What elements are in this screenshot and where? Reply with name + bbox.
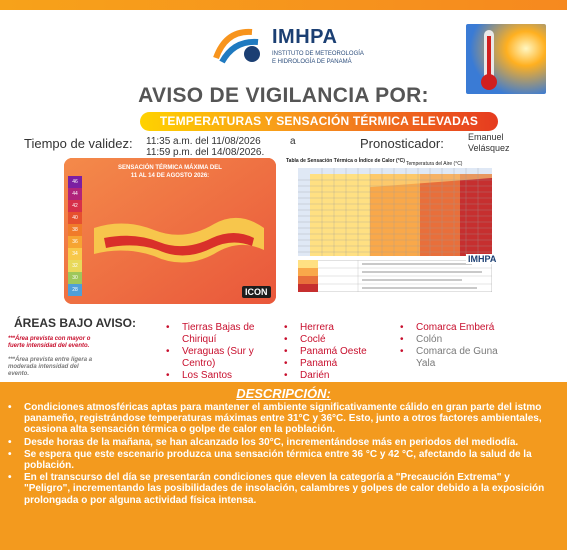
validity-label: Tiempo de validez: — [24, 136, 133, 151]
areas-list-2 — [284, 322, 394, 382]
list-item: • Darién — [284, 370, 394, 382]
list-item: • Desde horas de la mañana, se han alcanzado los 30°C, incrementándose más en periodos del mediodía. — [8, 437, 558, 448]
moderate-intensity-note: ***Área prevista entre ligera a moderada intensidad del evento. — [8, 357, 93, 377]
map-color-legend: 46 44 42 40 38 36 34 32 30 28 — [68, 176, 82, 298]
heat-table-legend — [298, 260, 492, 292]
list-item: • Coclé — [284, 334, 394, 346]
heat-table-grid — [298, 168, 492, 256]
heat-table-title: Tabla de Sensación Térmica o Índice de Calor (°C) — [286, 158, 405, 164]
areas-list-1 — [166, 322, 286, 382]
logo-text: IMHPA — [272, 26, 338, 48]
areas-title: ÁREAS BAJO AVISO: — [14, 316, 137, 330]
list-item: • Panamá Oeste — [284, 346, 394, 358]
imhpa-logo — [212, 22, 372, 74]
validity-range: 11:35 a.m. del 11/08/2026 11:59 p.m. del 14/08/2026. — [146, 136, 265, 158]
page-title: AVISO DE VIGILANCIA POR: — [138, 84, 429, 107]
list-item: • Veraguas (Sur y Centro) — [166, 346, 286, 370]
icon-model-logo: ICON — [242, 286, 271, 298]
imhpa-logo-icon — [212, 24, 268, 72]
list-item: • Se espera que este escenario produzca una sensación térmica entre 36 °C y 42 °C, afectando la salud de la población. — [8, 449, 558, 471]
heat-table-axis-label: Temperatura del Aire (°C) — [406, 161, 463, 167]
areas-list-3 — [400, 322, 500, 370]
description-list — [8, 402, 558, 507]
validity-connector: a — [290, 136, 296, 147]
table-watermark: IMHPA — [468, 254, 497, 264]
forecaster-label: Pronosticador: — [360, 136, 444, 151]
list-item: • Panamá — [284, 358, 394, 370]
logo-subtitle: INSTITUTO DE METEOROLOGÍA E HIDROLOGÍA DE PANAMÁ — [272, 51, 364, 65]
alert-subtitle: TEMPERATURAS Y SENSACIÓN TÉRMICA ELEVADAS — [140, 112, 498, 131]
list-item: • En el transcurso del día se presentarán condiciones que eleven la categoría a "Precaución Extrema" y "Peligro", incrementando las posibilidades de insolación, calambres y golpes de calor debido a la exposición prolongada o por alguna actividad física intensa. — [8, 472, 558, 506]
list-item: • Comarca Emberá — [400, 322, 500, 334]
list-item: • Comarca de Guna Yala — [400, 346, 500, 370]
high-intensity-note: ***Área prevista con mayor o fuerte intensidad del evento. — [8, 336, 91, 349]
heat-index-table — [286, 158, 516, 304]
top-band — [0, 0, 567, 10]
list-item: • Condiciones atmosféricas aptas para mantener el ambiente significativamente cálido en gran parte del istmo panameño, registrándose temperaturas máximas entre 31°C y 36°C. Esto, junto a otros factores ambientales, ocasiona alta sensación térmica o golpe de calor en la población. — [8, 402, 558, 436]
forecaster-name: Emanuel Velásquez — [468, 132, 510, 153]
map-title: SENSACIÓN TÉRMICA MÁXIMA DEL 11 AL 14 DE AGOSTO 2026: — [118, 165, 222, 179]
heat-map — [64, 158, 276, 304]
description-panel — [0, 382, 567, 550]
description-title: DESCRIPCIÓN: — [236, 386, 331, 401]
list-item: • Tierras Bajas de Chiriquí — [166, 322, 286, 346]
list-item: • Herrera — [284, 322, 394, 334]
list-item: • Los Santos — [166, 370, 286, 382]
list-item: • Colón — [400, 334, 500, 346]
